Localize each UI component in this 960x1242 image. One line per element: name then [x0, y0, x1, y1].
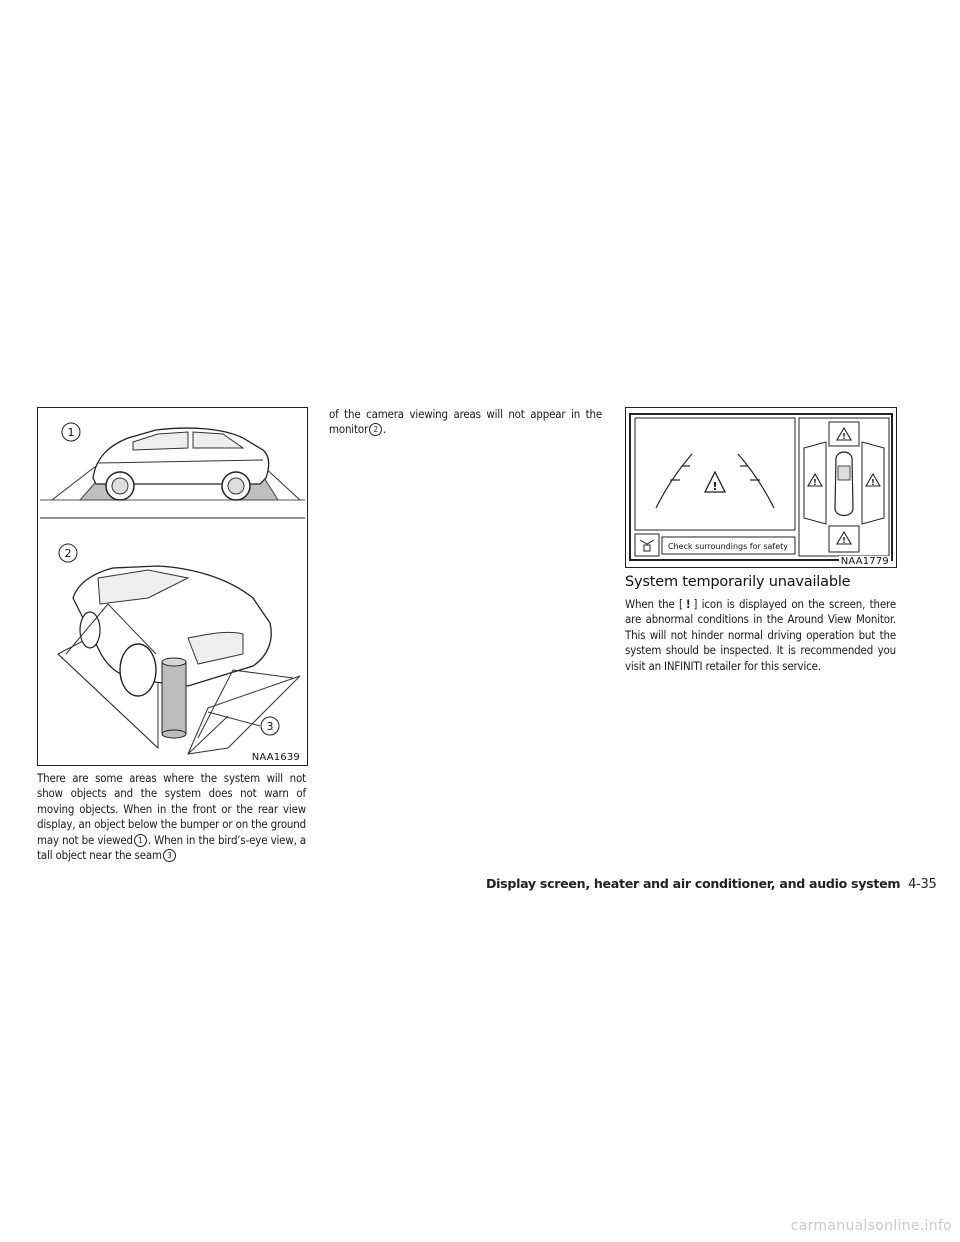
ref-circle-1: 1: [134, 834, 147, 847]
page-footer: [486, 876, 937, 892]
svg-text:!: !: [871, 478, 875, 487]
column1-text-b: . When in the bird’s-eye view, a tall object near the seam: [37, 832, 307, 863]
svg-text:!: !: [813, 478, 817, 487]
watermark: carmanualsonline.info: [790, 1218, 952, 1234]
svg-text:!: !: [842, 432, 846, 441]
column1-paragraph: [37, 771, 306, 863]
svg-text:!: !: [712, 480, 718, 493]
figure-camera-blind-spots: [37, 407, 308, 766]
figure-code-right: NAA1779: [840, 556, 889, 567]
car-blind-spot-illustration: [38, 408, 307, 765]
footer-title: Display screen, heater and air conditioner, and audio system: [486, 876, 901, 891]
exclamation-icon: !: [685, 597, 691, 611]
section-text-b: ] icon is displayed on the screen, there are abnormal conditions in the Around View Monitor. This will not hinder normal driving operation but the system should be inspected. It is recommended you visit an INFINITI retailer for this service.: [625, 597, 896, 673]
page-number: 4-35: [908, 877, 937, 892]
figure-code-left: NAA1639: [251, 752, 300, 763]
column2-text-b: .: [383, 422, 387, 437]
svg-text:!: !: [842, 536, 846, 545]
ref-circle-2: 2: [369, 423, 382, 436]
column2-text-a: of the camera viewing areas will not appear in the monitor: [329, 407, 602, 437]
camera-icon: [635, 534, 659, 556]
warning-message: Check surroundings for safety: [667, 542, 789, 551]
label-3: 3: [266, 720, 274, 733]
monitor-illustration: [626, 408, 896, 567]
label-1: 1: [67, 426, 75, 439]
column1-text-a: There are some areas where the system will not show objects and the system does not warn of moving objects. When in the front or the rear view display, an object below the bumper or on the ground may not be viewed: [37, 771, 306, 847]
column2-paragraph: [329, 407, 602, 438]
section-paragraph: [625, 597, 896, 674]
section-text-a: When the [: [625, 597, 683, 611]
figure-monitor-screen: [625, 407, 897, 568]
section-heading: System temporarily unavailable: [625, 574, 851, 590]
ref-circle-3: 3: [163, 849, 176, 862]
label-2: 2: [64, 547, 72, 560]
